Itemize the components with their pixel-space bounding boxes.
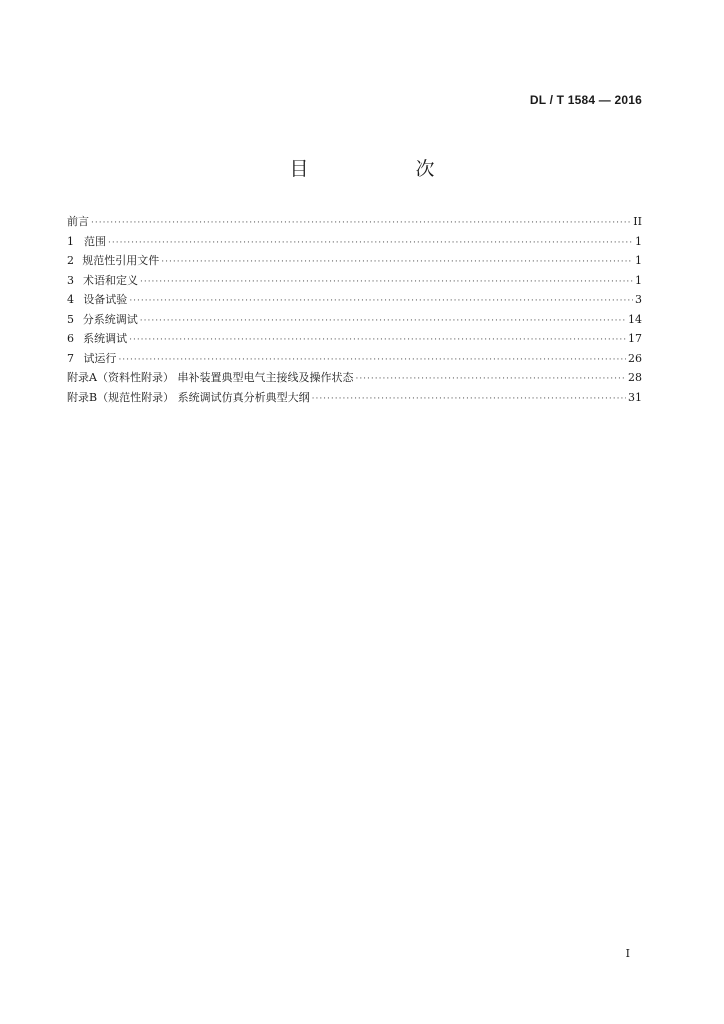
toc-page-number: 1 <box>635 234 642 248</box>
toc-leader-dots <box>161 253 633 273</box>
toc-leader-dots <box>312 390 626 410</box>
toc-entry-foreword[interactable] <box>67 212 642 232</box>
toc-leader-dots <box>108 234 633 254</box>
toc-leader-dots <box>140 273 633 293</box>
toc-label: 规范性引用文件 <box>82 254 160 267</box>
toc-label: 范围 <box>84 234 106 248</box>
toc-leader-dots <box>129 331 626 351</box>
toc-leader-dots <box>91 214 631 234</box>
toc-label: 试运行 <box>83 351 117 365</box>
toc-section-number: 1 <box>67 234 74 248</box>
toc-entry-4[interactable] <box>67 290 642 310</box>
toc-entry-5[interactable] <box>67 310 642 330</box>
toc-section-number: 4 <box>67 293 74 306</box>
toc-entry-2[interactable] <box>67 251 642 271</box>
toc-section-number: 7 <box>67 351 74 365</box>
page-title: 目 次 <box>289 158 479 180</box>
toc-section-number: 3 <box>67 273 74 287</box>
toc-page-number: 1 <box>635 254 642 267</box>
toc-label: 术语和定义 <box>82 273 138 287</box>
toc-page-number: 31 <box>628 390 642 404</box>
toc-entry-appendix-a[interactable] <box>67 368 642 388</box>
toc-label: 设备试验 <box>83 293 128 306</box>
toc-page-number: II <box>633 215 642 228</box>
toc-label: 系统调试 <box>83 332 128 345</box>
toc-page-number: 26 <box>628 351 642 365</box>
toc-entry-7[interactable] <box>67 349 642 369</box>
standard-code: DL / T 1584 — 2016 <box>529 93 642 107</box>
page-number: I <box>625 947 630 960</box>
toc-label: 附录B（规范性附录） 系统调试仿真分析典型大纲 <box>67 390 310 404</box>
toc-entry-1[interactable] <box>67 232 642 252</box>
toc-leader-dots <box>140 312 626 332</box>
toc-label: 前言 <box>67 215 89 228</box>
toc-section-number: 2 <box>67 254 74 267</box>
toc-page-number: 3 <box>635 293 642 306</box>
toc-page-number: 28 <box>628 371 642 384</box>
toc-leader-dots <box>355 370 626 390</box>
toc-section-number: 6 <box>67 332 74 345</box>
toc-page-number: 1 <box>635 273 642 287</box>
toc-leader-dots <box>129 292 633 312</box>
toc-page-number: 17 <box>628 332 642 345</box>
table-of-contents <box>67 212 642 407</box>
toc-entry-3[interactable] <box>67 271 642 291</box>
toc-label: 分系统调试 <box>82 312 138 326</box>
toc-section-number: 5 <box>67 312 74 326</box>
toc-entry-appendix-b[interactable] <box>67 388 642 408</box>
toc-entry-6[interactable] <box>67 329 642 349</box>
toc-page-number: 14 <box>628 312 642 326</box>
toc-label: 附录A（资料性附录） 串补装置典型电气主接线及操作状态 <box>67 371 354 384</box>
